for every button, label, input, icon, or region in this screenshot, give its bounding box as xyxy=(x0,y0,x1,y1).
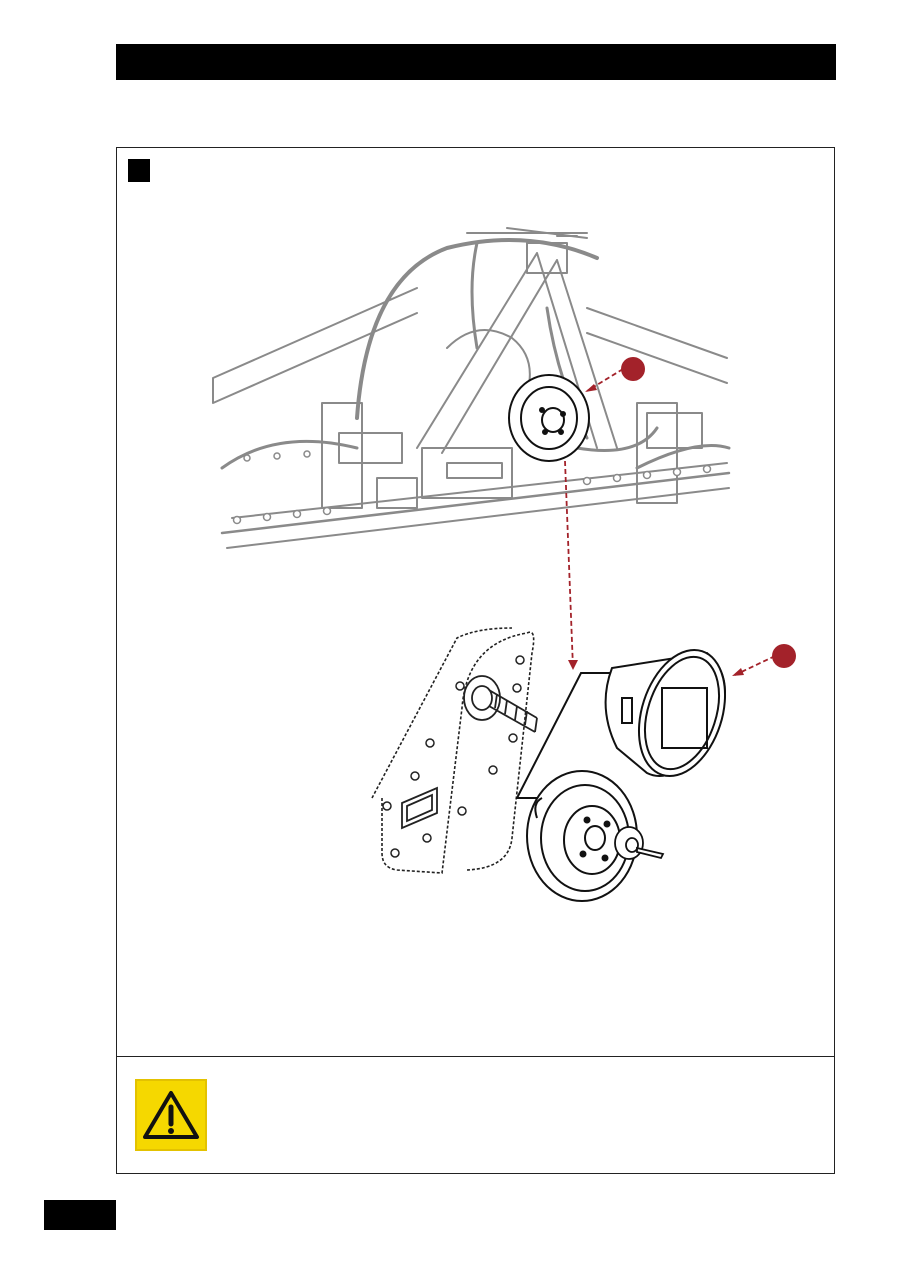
figure-frame xyxy=(116,147,835,1174)
header-bar xyxy=(116,44,836,80)
page-number-box xyxy=(44,1200,116,1230)
section-divider xyxy=(117,1056,834,1057)
machine-pulley xyxy=(509,375,589,461)
hub-and-key xyxy=(615,827,663,859)
callout-marker-1 xyxy=(621,357,645,381)
cover-plate-detail xyxy=(402,676,537,828)
gearbox-cover-plate xyxy=(372,628,534,873)
machine-drawing xyxy=(213,228,729,548)
leader-lines xyxy=(565,369,775,675)
exploded-cover xyxy=(606,639,741,787)
rail-bolts xyxy=(234,451,711,524)
callout-marker-2 xyxy=(772,644,796,668)
assembly-illustration xyxy=(117,148,834,1054)
warning-triangle-icon xyxy=(135,1079,207,1151)
